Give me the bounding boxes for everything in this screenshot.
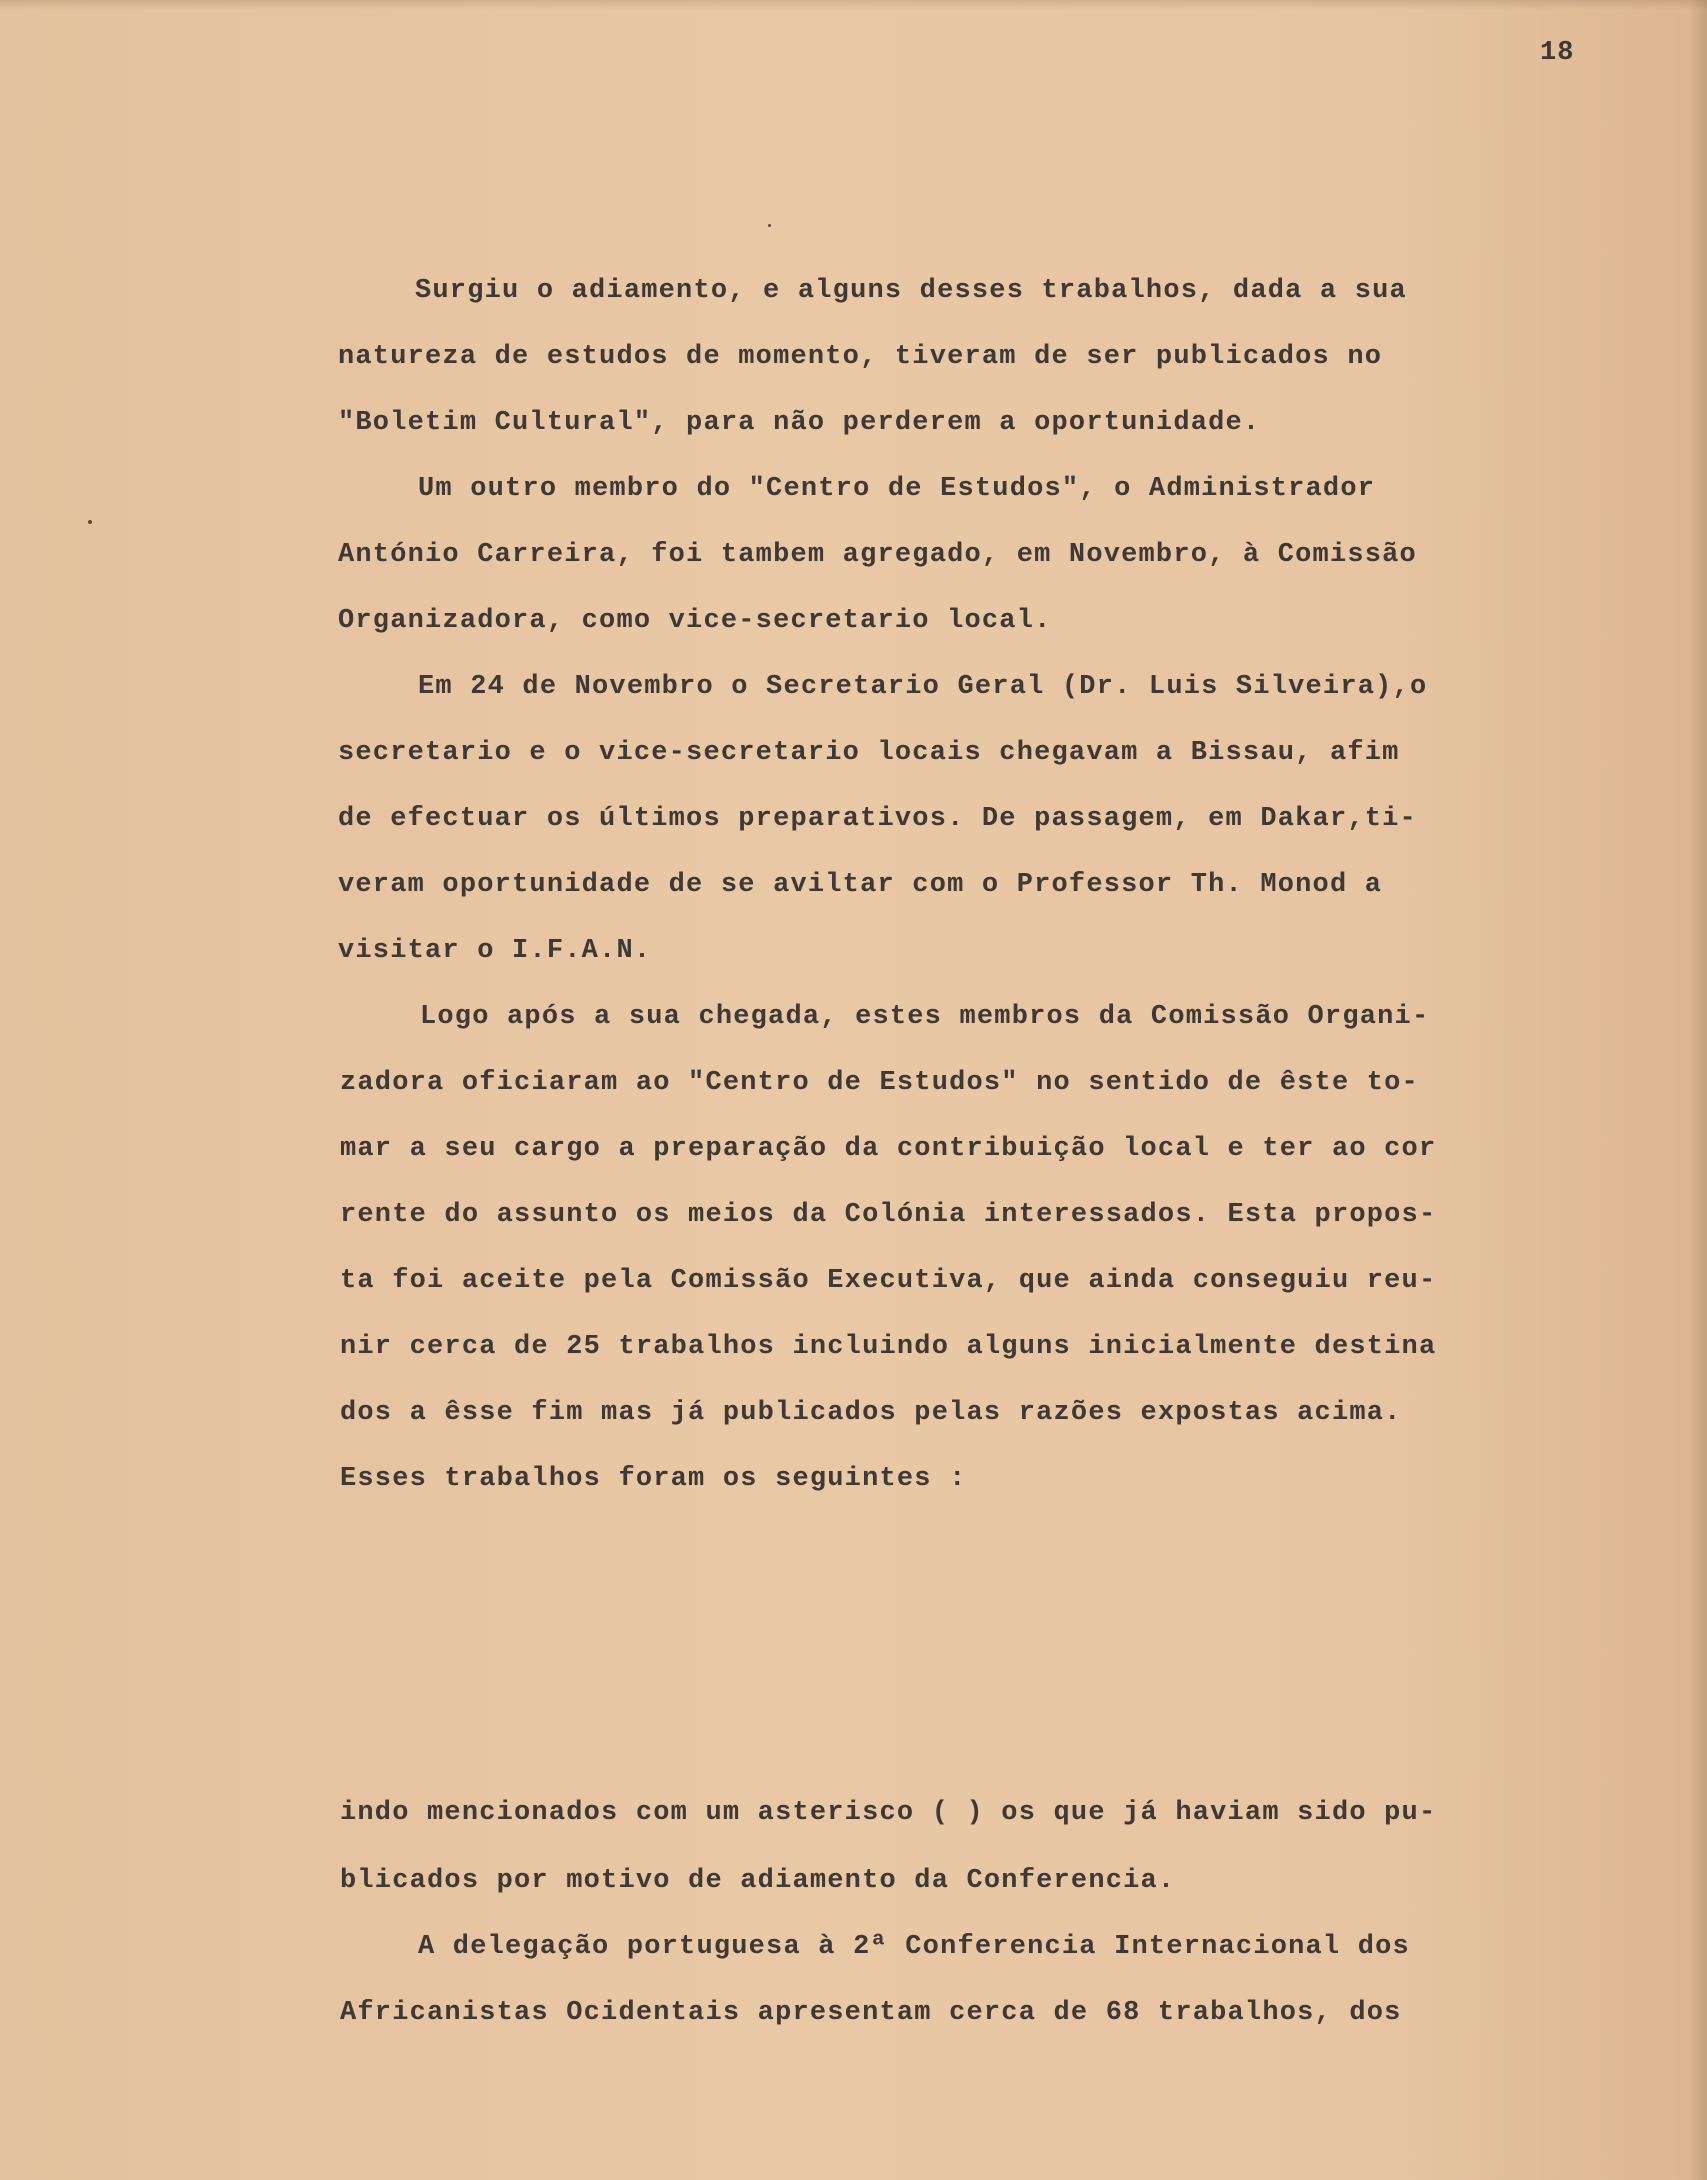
text-line: Africanistas Ocidentais apresentam cerca de 68 trabalhos, dos <box>340 1998 1402 2028</box>
text-line: A delegação portuguesa à 2ª Conferencia Internacional dos <box>418 1932 1410 1962</box>
page-right-edge <box>1689 0 1707 2180</box>
text-line: Um outro membro do "Centro de Estudos", o Administrador <box>418 474 1376 504</box>
page-number: 18 <box>1540 38 1575 68</box>
text-line: Esses trabalhos foram os seguintes : <box>340 1464 967 1494</box>
text-line: mar a seu cargo a preparação da contribuição local e ter ao cor <box>340 1134 1437 1164</box>
text-line: secretario e o vice-secretario locais chegavam a Bissau, afim <box>338 738 1400 768</box>
text-line: de efectuar os últimos preparativos. De passagem, em Dakar,ti- <box>338 804 1417 834</box>
text-line: visitar o I.F.A.N. <box>338 936 652 966</box>
text-line: veram oportunidade de se aviltar com o Professor Th. Monod a <box>338 870 1383 900</box>
text-line: Logo após a sua chegada, estes membros da Comissão Organi- <box>420 1002 1430 1032</box>
text-line: Organizadora, como vice-secretario local. <box>338 606 1052 636</box>
text-line: blicados por motivo de adiamento da Conferencia. <box>340 1866 1176 1896</box>
text-line: nir cerca de 25 trabalhos incluindo alguns inicialmente destina <box>340 1332 1437 1362</box>
text-line: António Carreira, foi tambem agregado, em Novembro, à Comissão <box>338 540 1417 570</box>
text-line: "Boletim Cultural", para não perderem a oportunidade. <box>338 408 1261 438</box>
text-line: natureza de estudos de momento, tiveram de ser publicados no <box>338 342 1383 372</box>
text-line: rente do assunto os meios da Colónia interessados. Esta propos- <box>340 1200 1437 1230</box>
page-top-edge <box>0 0 1707 10</box>
text-line: zadora oficiaram ao "Centro de Estudos" no sentido de êste to- <box>340 1068 1419 1098</box>
paper-speck <box>768 224 771 227</box>
text-line: ta foi aceite pela Comissão Executiva, que ainda conseguiu reu- <box>340 1266 1437 1296</box>
paper-speck <box>88 520 92 524</box>
text-line: Em 24 de Novembro o Secretario Geral (Dr. Luis Silveira),o <box>418 672 1428 702</box>
text-line: Surgiu o adiamento, e alguns desses trabalhos, dada a sua <box>415 276 1407 306</box>
text-line: indo mencionados com um asterisco ( ) os que já haviam sido pu- <box>340 1798 1437 1828</box>
text-line: dos a êsse fim mas já publicados pelas razões expostas acima. <box>340 1398 1402 1428</box>
